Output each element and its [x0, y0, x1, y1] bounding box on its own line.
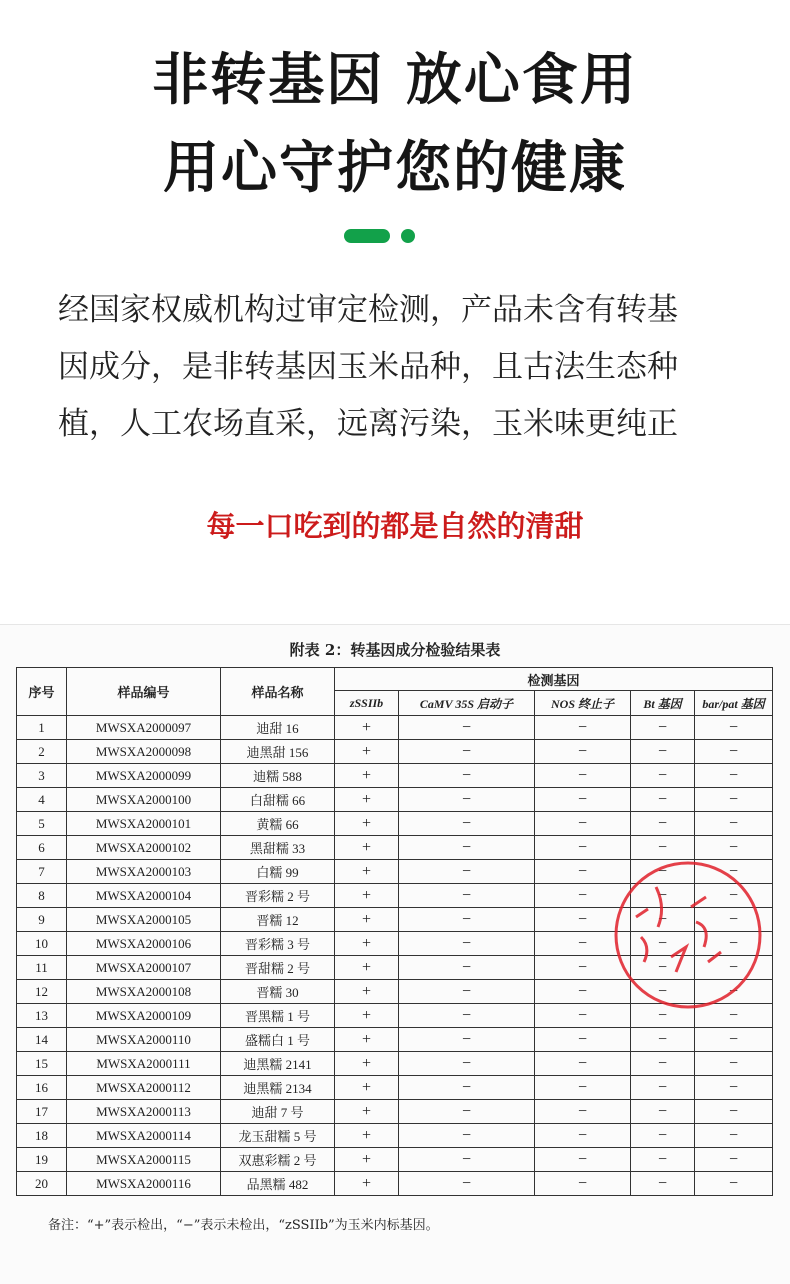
cell-code: MWSXA2000102: [67, 836, 221, 860]
cell-name: 品黑糯 482: [221, 1172, 335, 1196]
cell-seq: 8: [17, 884, 67, 908]
cell-barpat: −: [695, 1124, 773, 1148]
cell-bt: −: [631, 1148, 695, 1172]
table-row: [17, 1124, 773, 1148]
cell-seq: 15: [17, 1052, 67, 1076]
cell-seq: 6: [17, 836, 67, 860]
cell-nos: −: [535, 788, 631, 812]
cell-bt: −: [631, 884, 695, 908]
cell-seq: 14: [17, 1028, 67, 1052]
cell-barpat: −: [695, 1172, 773, 1196]
cell-name: 晋糯 12: [221, 908, 335, 932]
intro-line-2: 因成分，是非转基因玉米品种，且古法生态种: [58, 349, 678, 385]
cell-code: MWSXA2000115: [67, 1148, 221, 1172]
cell-name: 迪黑糯 2141: [221, 1052, 335, 1076]
cell-bt: −: [631, 1100, 695, 1124]
header-nos: NOS 终止子: [535, 691, 631, 716]
cell-bt: −: [631, 980, 695, 1004]
cell-zssiib: +: [335, 1100, 399, 1124]
cell-nos: −: [535, 764, 631, 788]
cell-code: MWSXA2000104: [67, 884, 221, 908]
report-title: 附表 2：转基因成分检验结果表: [289, 641, 501, 659]
cell-bt: −: [631, 836, 695, 860]
cell-bt: −: [631, 1052, 695, 1076]
cell-seq: 7: [17, 860, 67, 884]
cell-bt: −: [631, 1004, 695, 1028]
cell-camv: −: [399, 932, 535, 956]
cell-camv: −: [399, 1148, 535, 1172]
cell-barpat: −: [695, 980, 773, 1004]
cell-camv: −: [399, 980, 535, 1004]
cell-name: 龙玉甜糯 5 号: [221, 1124, 335, 1148]
cell-nos: −: [535, 932, 631, 956]
cell-bt: −: [631, 1028, 695, 1052]
cell-camv: −: [399, 1076, 535, 1100]
cell-camv: −: [399, 956, 535, 980]
official-seal-icon: [596, 847, 766, 1017]
headline-line-1: 非转基因 放心食用: [152, 48, 638, 113]
table-row: [17, 740, 773, 764]
cell-nos: −: [535, 908, 631, 932]
intro-line-1: 经国家权威机构过审定检测，产品未含有转基: [58, 292, 678, 328]
cell-seq: 18: [17, 1124, 67, 1148]
cell-nos: −: [535, 740, 631, 764]
cell-barpat: −: [695, 1004, 773, 1028]
cell-code: MWSXA2000099: [67, 764, 221, 788]
cell-barpat: −: [695, 1028, 773, 1052]
cell-code: MWSXA2000110: [67, 1028, 221, 1052]
cell-code: MWSXA2000103: [67, 860, 221, 884]
cell-camv: −: [399, 1052, 535, 1076]
seal-ring: [616, 863, 760, 1007]
cell-name: 迪黑糯 2134: [221, 1076, 335, 1100]
cell-seq: 4: [17, 788, 67, 812]
header-name: 样品名称: [221, 668, 335, 716]
cell-zssiib: +: [335, 884, 399, 908]
header-barpat: bar/pat 基因: [695, 691, 773, 716]
cell-nos: −: [535, 1148, 631, 1172]
cell-camv: −: [399, 884, 535, 908]
cell-zssiib: +: [335, 860, 399, 884]
header-genes: 检测基因: [335, 668, 773, 691]
table-row: [17, 764, 773, 788]
cell-camv: −: [399, 812, 535, 836]
header-camv: CaMV 35S 启动子: [399, 691, 535, 716]
cell-zssiib: +: [335, 764, 399, 788]
cell-nos: −: [535, 1124, 631, 1148]
cell-barpat: −: [695, 860, 773, 884]
cell-bt: −: [631, 788, 695, 812]
cell-bt: −: [631, 740, 695, 764]
cell-seq: 13: [17, 1004, 67, 1028]
green-pill-icon: [344, 229, 390, 243]
cell-camv: −: [399, 1004, 535, 1028]
cell-barpat: −: [695, 932, 773, 956]
table-row: [17, 1076, 773, 1100]
cell-seq: 1: [17, 716, 67, 740]
cell-zssiib: +: [335, 716, 399, 740]
cell-barpat: −: [695, 740, 773, 764]
cell-zssiib: +: [335, 932, 399, 956]
cell-name: 迪甜 16: [221, 716, 335, 740]
cell-camv: −: [399, 716, 535, 740]
cell-zssiib: +: [335, 812, 399, 836]
cell-code: MWSXA2000111: [67, 1052, 221, 1076]
cell-zssiib: +: [335, 908, 399, 932]
cell-seq: 3: [17, 764, 67, 788]
cell-seq: 5: [17, 812, 67, 836]
cell-zssiib: +: [335, 740, 399, 764]
cell-seq: 17: [17, 1100, 67, 1124]
table-row: [17, 1148, 773, 1172]
cell-barpat: −: [695, 908, 773, 932]
cell-seq: 16: [17, 1076, 67, 1100]
cell-camv: −: [399, 908, 535, 932]
header-bt: Bt 基因: [631, 691, 695, 716]
cell-camv: −: [399, 860, 535, 884]
cell-camv: −: [399, 1172, 535, 1196]
cell-seq: 9: [17, 908, 67, 932]
cell-bt: −: [631, 1124, 695, 1148]
decorative-dots: [0, 229, 790, 243]
cell-nos: −: [535, 956, 631, 980]
cell-nos: −: [535, 1052, 631, 1076]
seal-text-strokes: [636, 887, 721, 972]
cell-name: 迪黑甜 156: [221, 740, 335, 764]
cell-camv: −: [399, 836, 535, 860]
cell-zssiib: +: [335, 956, 399, 980]
cell-nos: −: [535, 836, 631, 860]
cell-name: 晋糯 30: [221, 980, 335, 1004]
header-zssiib: zSSIIb: [335, 691, 399, 716]
cell-nos: −: [535, 1172, 631, 1196]
cell-seq: 10: [17, 932, 67, 956]
cell-name: 晋彩糯 3 号: [221, 932, 335, 956]
table-row: [17, 812, 773, 836]
cell-nos: −: [535, 980, 631, 1004]
cell-barpat: −: [695, 812, 773, 836]
cell-name: 晋彩糯 2 号: [221, 884, 335, 908]
headline-line-2: 用心守护您的健康: [163, 136, 627, 201]
cell-code: MWSXA2000113: [67, 1100, 221, 1124]
cell-nos: −: [535, 860, 631, 884]
cell-camv: −: [399, 1028, 535, 1052]
cell-name: 白糯 99: [221, 860, 335, 884]
cell-nos: −: [535, 1100, 631, 1124]
cell-name: 迪甜 7 号: [221, 1100, 335, 1124]
cell-code: MWSXA2000116: [67, 1172, 221, 1196]
cell-barpat: −: [695, 1148, 773, 1172]
cell-bt: −: [631, 812, 695, 836]
header-code: 样品编号: [67, 668, 221, 716]
cell-camv: −: [399, 764, 535, 788]
cell-nos: −: [535, 1004, 631, 1028]
cell-code: MWSXA2000109: [67, 1004, 221, 1028]
cell-barpat: −: [695, 1076, 773, 1100]
cell-seq: 2: [17, 740, 67, 764]
cell-bt: −: [631, 1076, 695, 1100]
cell-zssiib: +: [335, 1052, 399, 1076]
table-row: [17, 1028, 773, 1052]
cell-nos: −: [535, 716, 631, 740]
cell-zssiib: +: [335, 1028, 399, 1052]
tagline: 每一口吃到的都是自然的清甜: [206, 509, 584, 543]
cell-seq: 19: [17, 1148, 67, 1172]
cell-zssiib: +: [335, 1124, 399, 1148]
cell-code: MWSXA2000112: [67, 1076, 221, 1100]
cell-code: MWSXA2000105: [67, 908, 221, 932]
cell-barpat: −: [695, 884, 773, 908]
table-row: [17, 1100, 773, 1124]
cell-zssiib: +: [335, 788, 399, 812]
cell-name: 黑甜糯 33: [221, 836, 335, 860]
cell-zssiib: +: [335, 836, 399, 860]
cell-camv: −: [399, 1124, 535, 1148]
cell-seq: 11: [17, 956, 67, 980]
cell-camv: −: [399, 740, 535, 764]
cell-barpat: −: [695, 956, 773, 980]
cell-code: MWSXA2000107: [67, 956, 221, 980]
cell-code: MWSXA2000108: [67, 980, 221, 1004]
cell-zssiib: +: [335, 1076, 399, 1100]
cell-nos: −: [535, 1028, 631, 1052]
cell-code: MWSXA2000114: [67, 1124, 221, 1148]
cell-nos: −: [535, 1076, 631, 1100]
cell-code: MWSXA2000100: [67, 788, 221, 812]
table-row: [17, 1172, 773, 1196]
cell-name: 盛糯白 1 号: [221, 1028, 335, 1052]
cell-barpat: −: [695, 1052, 773, 1076]
cell-nos: −: [535, 884, 631, 908]
cell-name: 晋甜糯 2 号: [221, 956, 335, 980]
cell-bt: −: [631, 716, 695, 740]
intro-line-3: 植，人工农场直采，远离污染，玉米味更纯正: [58, 406, 678, 442]
cell-bt: −: [631, 932, 695, 956]
cell-camv: −: [399, 1100, 535, 1124]
cell-code: MWSXA2000101: [67, 812, 221, 836]
cell-zssiib: +: [335, 1148, 399, 1172]
cell-barpat: −: [695, 1100, 773, 1124]
table-row: [17, 788, 773, 812]
cell-zssiib: +: [335, 1004, 399, 1028]
cell-barpat: −: [695, 836, 773, 860]
cell-name: 黄糯 66: [221, 812, 335, 836]
cell-code: MWSXA2000098: [67, 740, 221, 764]
cell-seq: 20: [17, 1172, 67, 1196]
cell-name: 晋黑糯 1 号: [221, 1004, 335, 1028]
cell-seq: 12: [17, 980, 67, 1004]
green-dot-icon: [401, 229, 415, 243]
cell-code: MWSXA2000097: [67, 716, 221, 740]
cell-zssiib: +: [335, 1172, 399, 1196]
table-row: [17, 716, 773, 740]
cell-code: MWSXA2000106: [67, 932, 221, 956]
cell-barpat: −: [695, 788, 773, 812]
cell-bt: −: [631, 764, 695, 788]
cell-name: 双惠彩糯 2 号: [221, 1148, 335, 1172]
test-report-scan: [0, 624, 790, 1284]
report-footnote: 备注：“+”表示检出，“−”表示未检出，“zSSIIb”为玉米内标基因。: [48, 1218, 439, 1233]
cell-barpat: −: [695, 716, 773, 740]
cell-bt: −: [631, 908, 695, 932]
cell-nos: −: [535, 812, 631, 836]
cell-bt: −: [631, 860, 695, 884]
cell-bt: −: [631, 956, 695, 980]
cell-zssiib: +: [335, 980, 399, 1004]
header-seq: 序号: [17, 668, 67, 716]
cell-barpat: −: [695, 764, 773, 788]
cell-name: 迪糯 588: [221, 764, 335, 788]
cell-name: 白甜糯 66: [221, 788, 335, 812]
cell-camv: −: [399, 788, 535, 812]
table-row: [17, 1052, 773, 1076]
cell-bt: −: [631, 1172, 695, 1196]
